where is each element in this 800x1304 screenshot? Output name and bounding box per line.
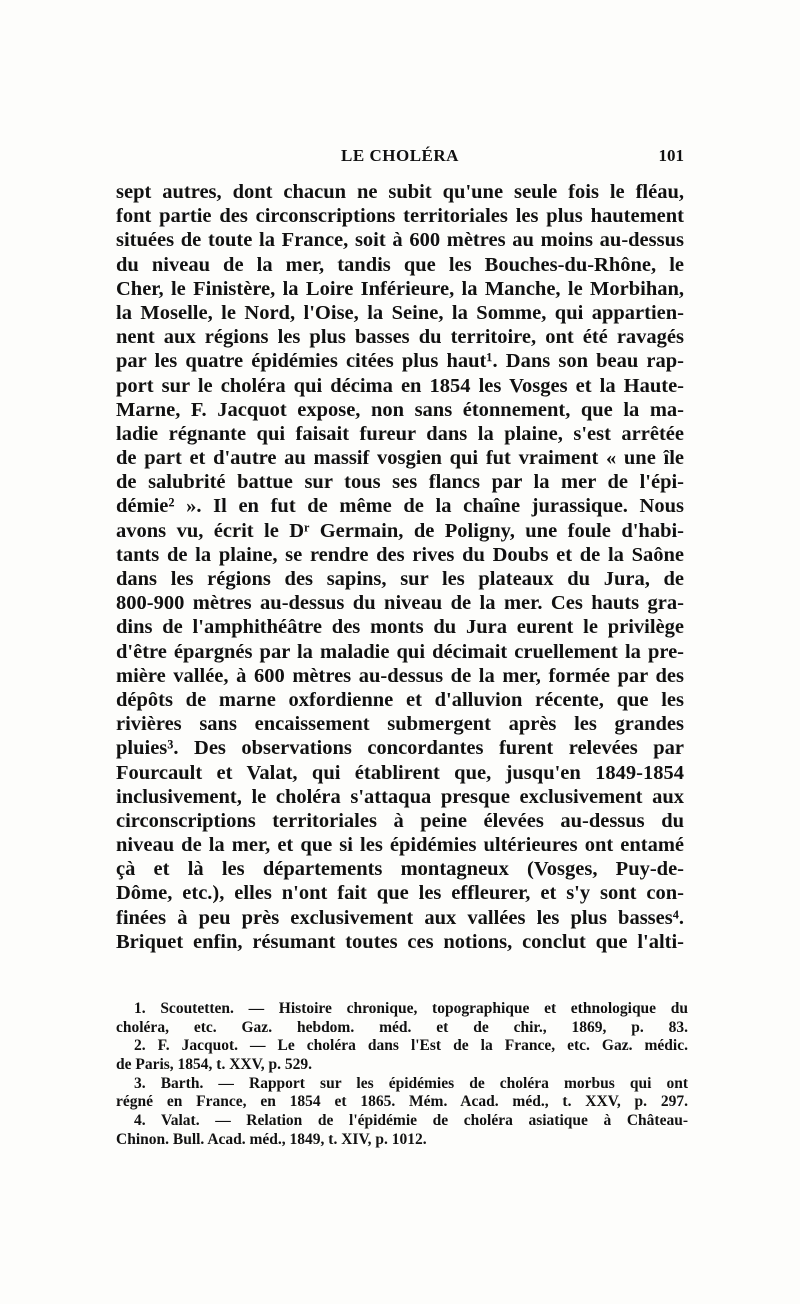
body-line: de salubrité battue sur tous ses flancs par la mer de l'épi- [116,471,684,494]
body-line: Fourcault et Valat, qui établirent que, jusqu'en 1849-1854 [116,761,684,784]
body-line: dans les régions des sapins, sur les plateaux du Jura, de [116,568,684,590]
body-line: niveau de la mer, et que si les épidémies ultérieures ont entamé [116,834,684,857]
body-line: 800-900 mètres au-dessus du niveau de la mer. Ces hauts gra- [116,592,684,615]
body-line: avons vu, écrit le Dʳ Germain, de Poligny, une foule d'habi- [116,519,684,542]
body-line: circonscriptions territoriales à peine élevées au-dessus du [116,809,684,832]
footnote-line: régné en France, en 1854 et 1865. Mém. Acad. méd., t. XXV, p. 297. [116,1093,688,1111]
body-line: démie² ». Il en fut de même de la chaîne jurassique. Nous [116,495,684,518]
body-line: tants de la plaine, se rendre des rives du Doubs et de la Saône [116,543,684,566]
footnotes [116,1000,688,1150]
running-head [116,146,684,172]
body-line: pluies³. Des observations concordantes furent relevées par [116,737,684,760]
body-line: font partie des circonscriptions territoriales les plus hautement [116,205,684,228]
body-line: Briquet enfin, résumant toutes ces notions, conclut que l'alti- [116,930,684,953]
body-line: dépôts de marne oxfordienne et d'alluvion récente, que les [116,688,684,711]
footnote-line: de Paris, 1854, t. XXV, p. 529. [116,1056,313,1074]
body-line: finées à peu près exclusivement aux vallées les plus basses⁴. [116,906,684,929]
body-line: rivières sans encaissement submergent après les grandes [116,713,684,736]
body-line: mière vallée, à 600 mètres au-dessus de la mer, formée par des [116,664,684,687]
body-line: situées de toute la France, soit à 600 mètres au moins au-dessus [116,229,684,252]
body-text [116,180,684,954]
footnote-line: Chinon. Bull. Acad. méd., 1849, t. XIV, p. 1012. [116,1130,427,1148]
body-line: du niveau de la mer, tandis que les Bouches-du-Rhône, le [116,253,684,276]
body-line: Marne, F. Jacquot expose, non sans étonnement, que la ma- [116,398,684,421]
body-line: dins de l'amphithéâtre des monts du Jura eurent le privilège [116,616,684,639]
page-number: 101 [658,146,684,165]
body-line: Cher, le Finistère, la Loire Inférieure, la Manche, le Morbihan, [116,277,684,300]
body-line: de part et d'autre au massif vosgien qui fut vraiment « une île [116,447,684,470]
running-title: LE CHOLÉRA [341,146,459,165]
body-line: inclusivement, le choléra s'attaqua presque exclusivement aux [116,785,684,808]
footnote-line: 4. Valat. — Relation de l'épidémie de choléra asiatique à Château- [134,1112,688,1130]
body-line: sept autres, dont chacun ne subit qu'une seule fois le fléau, [116,181,684,203]
body-line: Dôme, etc.), elles n'ont fait que les effleurer, et s'y sont con- [116,882,684,905]
footnote-line: 1. Scoutetten. — Histoire chronique, topographique et ethnologique du [134,1000,688,1017]
footnote-line: 3. Barth. — Rapport sur les épidémies de choléra morbus qui ont [134,1074,688,1092]
body-line: port sur le choléra qui décima en 1854 les Vosges et la Haute- [116,374,684,397]
footnote-line: 2. F. Jacquot. — Le choléra dans l'Est de la France, etc. Gaz. médic. [134,1037,688,1055]
body-line: d'être épargnés par la maladie qui décimait cruellement la pre- [116,640,684,663]
body-line: çà et là les départements montagneux (Vosges, Puy-de- [116,858,684,881]
footnote-line: choléra, etc. Gaz. hebdom. méd. et de chir., 1869, p. 83. [116,1018,688,1036]
body-line: la Moselle, le Nord, l'Oise, la Seine, la Somme, qui appartien- [116,301,684,324]
body-line: par les quatre épidémies citées plus haut¹. Dans son beau rap- [116,350,684,373]
body-line: ladie régnante qui faisait fureur dans la plaine, s'est arrêtée [116,422,684,445]
body-line: nent aux régions les plus basses du territoire, ont été ravagés [116,326,684,349]
